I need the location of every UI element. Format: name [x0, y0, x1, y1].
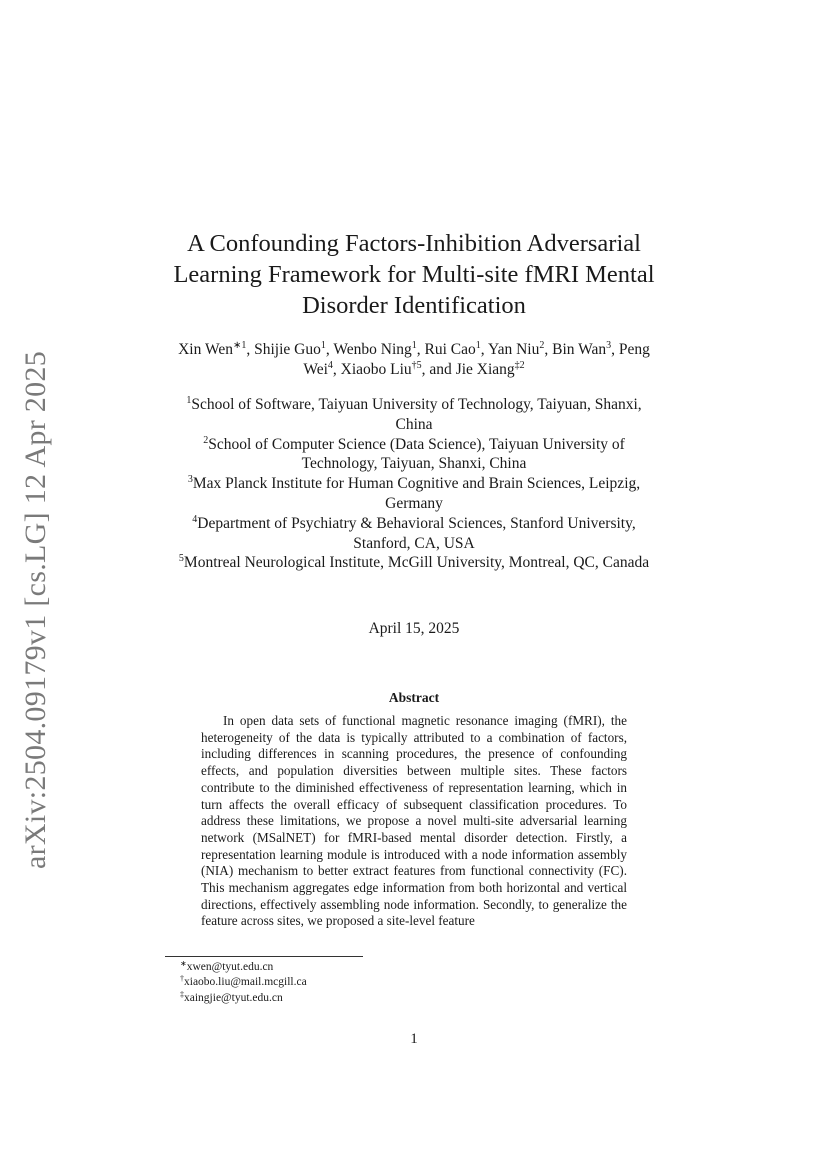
affiliation-text: Montreal Neurological Institute, McGill University, Montreal, QC, Canada: [183, 554, 650, 572]
author-affiliation-mark: ∗1: [232, 340, 247, 351]
author-name: Bin Wan: [552, 341, 607, 358]
author-name: Xin Wen: [178, 341, 233, 358]
author: [254, 341, 326, 358]
author: [488, 341, 544, 358]
footnote: [180, 991, 307, 1006]
author-affiliation-mark: †5: [411, 360, 422, 371]
affiliation-number: 5: [178, 553, 184, 565]
author-affiliation-mark: 4: [327, 360, 333, 371]
affiliation-number: 4: [192, 513, 198, 525]
author: [341, 361, 422, 378]
affiliation-text: Department of Psychiatry & Behavioral Sciences, Stanford University, Stanford, CA, USA: [197, 514, 636, 552]
footnote-email: xwen@tyut.edu.cn: [186, 961, 274, 973]
author-name: Wenbo Ning: [333, 341, 412, 358]
footnote-mark: ∗: [180, 959, 187, 968]
paper-title: A Confounding Factors-Inhibition Adversarial Learning Framework for Multi-site fMRI Mental Disorder Identification: [173, 230, 655, 319]
author-name: Xiaobo Liu: [340, 361, 412, 378]
affiliation-number: 2: [203, 434, 209, 446]
author: [552, 341, 611, 358]
footnote-divider: [165, 956, 363, 957]
arxiv-identifier-text: arXiv:2504.09179v1 [cs.LG] 12 Apr 2025: [19, 350, 53, 870]
footnote-email: xiaobo.liu@mail.mcgill.ca: [184, 976, 307, 989]
author-name: Rui Cao: [424, 341, 476, 358]
affiliation: [168, 514, 660, 554]
footnote: [180, 975, 307, 990]
author-affiliation-mark: 2: [539, 340, 545, 351]
author-list: Xin Wen$^{∗1}$, Shijie Guo$^1$, Wenbo Ning$^1$, Rui Cao$^1$, Yan Niu$^2$, Bin Wan$^3$, Peng Wei$^4$, Xiaobo Liu$^{\dagger 5}$, and Jie Xiang$^{\ddagger 2}$: [178, 340, 650, 378]
footnote-mark: ‡: [180, 989, 184, 999]
footnote-email: xaingjie@tyut.edu.cn: [184, 991, 283, 1004]
footnote-mark: †: [180, 974, 184, 984]
affiliation: [168, 474, 660, 514]
author-name: Jie Xiang: [455, 361, 515, 378]
footnote: [180, 960, 307, 975]
affiliation-number: 1: [186, 395, 192, 406]
author-name: Shijie Guo: [254, 341, 321, 358]
author-affiliation-mark: 1: [411, 340, 417, 351]
abstract-body: In open data sets of functional magnetic resonance imaging (fMRI), the heterogeneity of the data is typically attributed to a combination of factors, including differences in scanning procedures, the presence of confounding effects, and population diversities between multiple sites. These factors contribute to the diminished effectiveness of representation learning, which in turn affects the overall efficacy of subsequent classification procedures. To address these limitations, we propose a novel multi-site adversarial learning network (MSalNET) for fMRI-based mental disorder detection. Firstly, a representation learning module is introduced with a node information assembly (NIA) mechanism to better extract features from functional connectivity (FC). This mechanism aggregates edge information from both horizontal and vertical directions, effectively assembling node information. Secondly, to generalize the feature across sites, we proposed a site-level feature: [201, 713, 627, 929]
author: [178, 341, 246, 358]
author-affiliation-mark: ‡2: [514, 360, 525, 371]
author-name: Yan Niu: [487, 341, 540, 358]
affiliation: [168, 395, 660, 435]
affiliation-list: [168, 395, 660, 573]
author-affiliation-mark: 1: [475, 340, 481, 351]
author-affiliation-mark: 1: [320, 340, 326, 351]
author: [425, 341, 481, 358]
affiliation-text: School of Software, Taiyuan University of Technology, Taiyuan, Shanxi, China: [191, 396, 642, 433]
author-affiliation-mark: 3: [606, 340, 612, 351]
arxiv-identifier-stamp: [8, 350, 64, 870]
affiliation-text: Max Planck Institute for Human Cognitive and Brain Sciences, Leipzig, Germany: [192, 475, 641, 512]
affiliation: [168, 435, 660, 475]
page-number: 1: [410, 1031, 418, 1047]
footnote-list: [180, 960, 307, 1006]
affiliation-number: 3: [187, 474, 193, 486]
abstract-heading: Abstract: [388, 690, 440, 705]
publication-date: April 15, 2025: [368, 620, 460, 637]
affiliation: [168, 553, 660, 573]
author: [456, 361, 525, 378]
author: [333, 341, 416, 358]
author-name: Peng Wei: [303, 341, 650, 378]
affiliation-text: School of Computer Science (Data Science), Taiyuan University of Technology, Taiyuan, Shanxi, China: [208, 435, 625, 473]
